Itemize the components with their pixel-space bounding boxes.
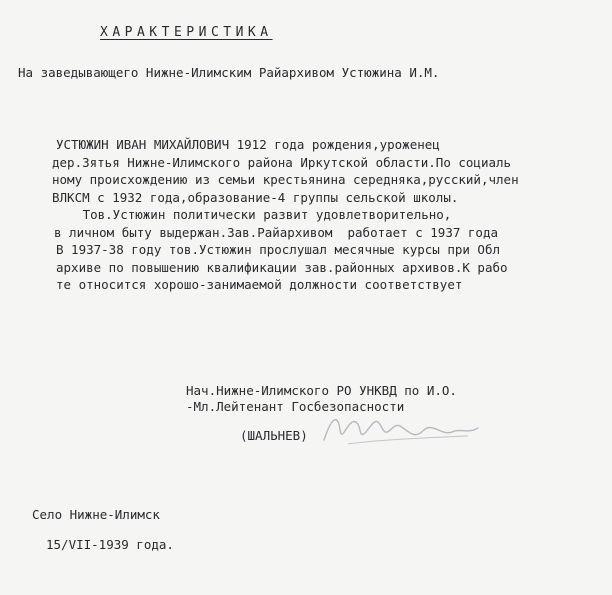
- signer-rank: -Мл.Лейтенант Госбезопасности: [186, 399, 405, 414]
- document-body: [52, 136, 608, 294]
- body-line: дер.Зятья Нижне-Илимского района Иркутской области.По социаль: [52, 154, 512, 170]
- document-subject: На заведывающего Нижне-Илимским Райархивом Устюжина И.М.: [18, 65, 440, 80]
- body-line: ВЛКСМ с 1932 года,образование-4 группы сельской школы.: [52, 189, 459, 205]
- document-place: Село Нижне-Илимск: [32, 507, 160, 522]
- body-line: УСТЮЖИН ИВАН МИХАЙЛОВИЧ 1912 года рождения,уроженец: [56, 137, 440, 152]
- signer-position: Нач.Нижне-Илимского РО УНКВД по И.О.: [186, 383, 457, 398]
- handwritten-signature: [318, 410, 488, 450]
- document-title: ХАРАКТЕРИСТИКА: [100, 25, 273, 40]
- body-line: В 1937-38 году тов.Устюжин прослушал месячные курсы при Обл: [56, 242, 501, 257]
- body-line: архиве по повышению квалификации зав.районных архивов.К рабо: [56, 259, 508, 275]
- body-line: те относится хорошо-занимаемой должности соответствует: [56, 277, 463, 292]
- body-line: Тов.Устюжин политически развит удовлетворительно,: [60, 207, 452, 222]
- body-line: ному происхождению из семьи крестьянина середняка,русский,член: [52, 172, 519, 187]
- document-date: 15/VII-1939 года.: [46, 537, 174, 552]
- signer-name: (ШАЛЬНЕВ): [240, 428, 308, 443]
- body-line: в личном быту выдержан.Зав.Райархивом работает с 1937 года: [54, 224, 499, 240]
